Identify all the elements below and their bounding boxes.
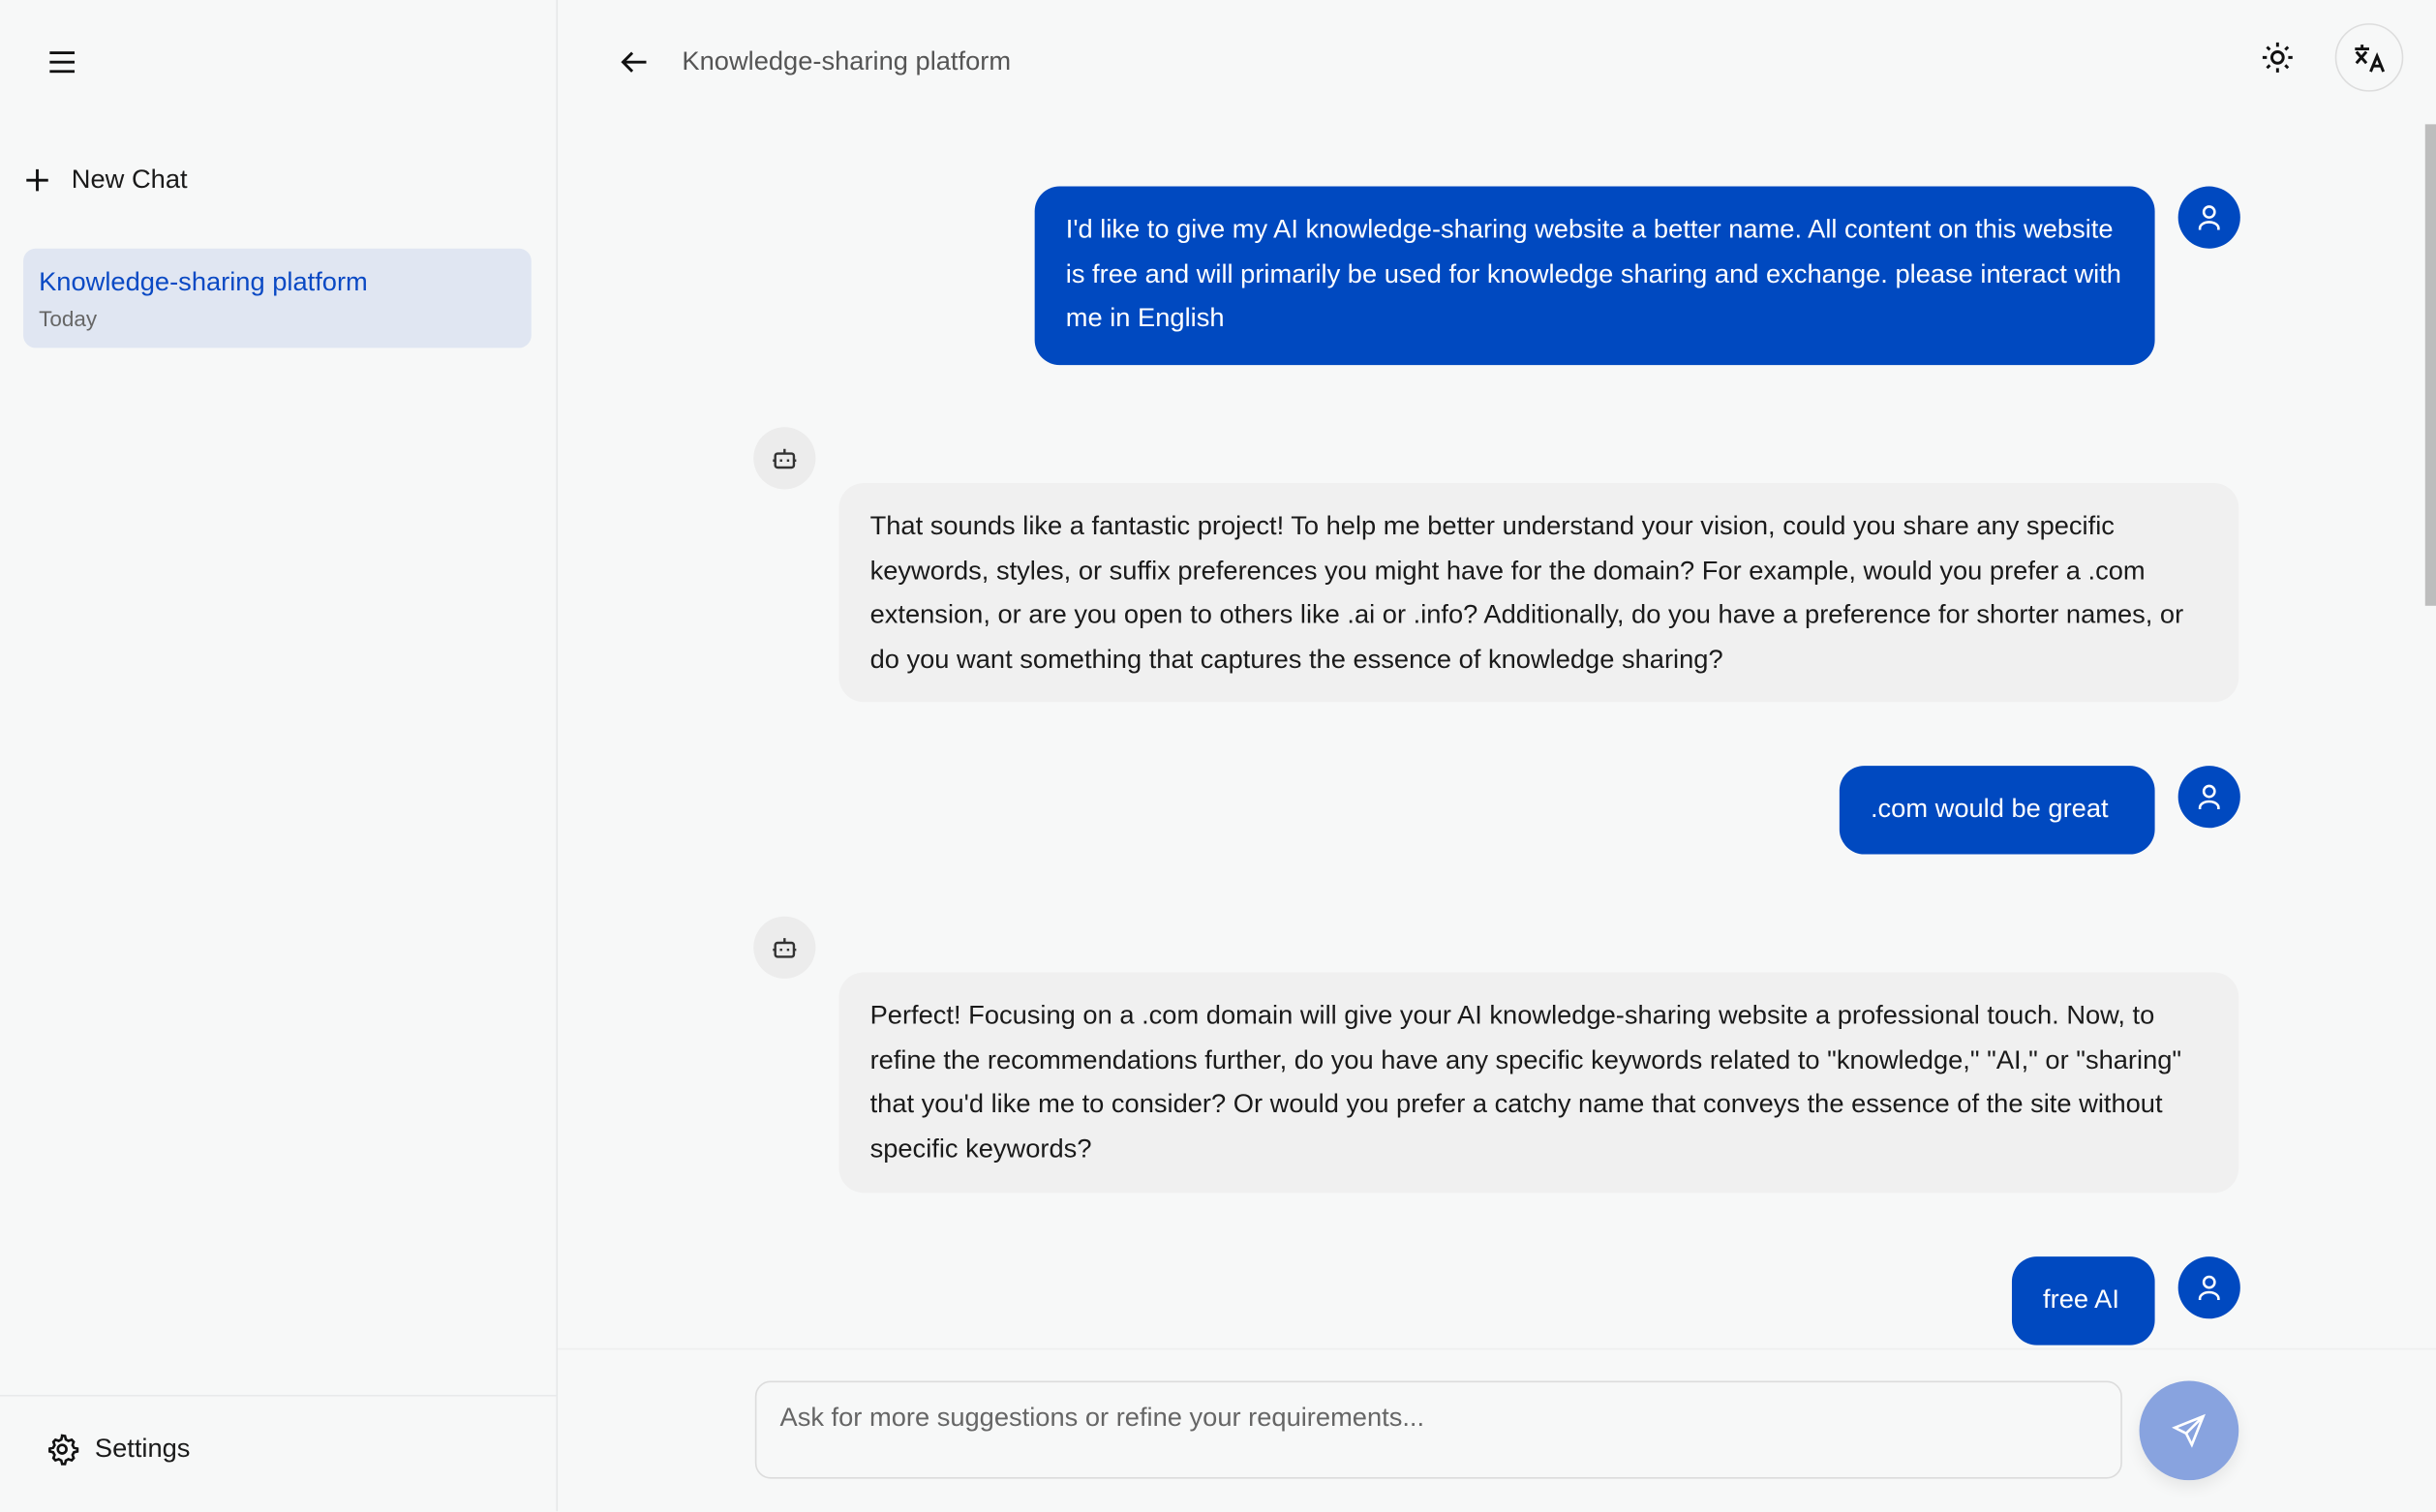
- assistant-message: Perfect! Focusing on a .com domain will give your AI knowledge-sharing website a professional touch. Now, to refine the recommendations further, do you have any specific keywords related to "knowledge," "AI," or "sharing" that you'd like me to consider? Or would you prefer a catchy name that conveys the essence of the site without specific keywords?: [838, 972, 2238, 1193]
- user-avatar-icon: [2178, 766, 2240, 828]
- send-button[interactable]: [2140, 1380, 2239, 1480]
- back-arrow-icon[interactable]: [615, 44, 653, 81]
- user-avatar-icon: [2178, 187, 2240, 249]
- bot-avatar-icon: [753, 917, 815, 979]
- new-chat-button[interactable]: [21, 165, 187, 196]
- sidebar: [0, 0, 558, 1511]
- divider: [0, 1395, 556, 1397]
- bot-avatar-icon: [753, 427, 815, 489]
- user-message: I'd like to give my AI knowledge-sharing website a better name. All content on this website is free and will primarily be used for knowledge sharing and exchange. please interact with me in English: [1035, 187, 2155, 366]
- page-title: Knowledge-sharing platform: [682, 46, 1012, 76]
- scrollbar[interactable]: [2425, 124, 2436, 605]
- new-chat-label: New Chat: [71, 165, 188, 195]
- translate-icon[interactable]: [2335, 23, 2404, 92]
- menu-icon[interactable]: [44, 44, 81, 81]
- conversation-title: Knowledge-sharing platform: [39, 266, 368, 297]
- divider: [558, 1348, 2436, 1350]
- settings-label: Settings: [94, 1434, 191, 1464]
- settings-button[interactable]: [46, 1432, 191, 1466]
- conversation-item[interactable]: [23, 249, 532, 348]
- assistant-message: That sounds like a fantastic project! To help me better understand your vision, could you share any specific keywords, styles, or suffix preferences you might have for the domain? For example, would you prefer a .com extension, or are you open to others like .ai or .info? Additionally, do you have a preference for shorter names, or do you want something that captures the essence of knowledge sharing?: [838, 483, 2238, 702]
- plus-icon: [21, 165, 52, 196]
- sun-icon[interactable]: [2256, 36, 2299, 79]
- message-input[interactable]: [755, 1380, 2122, 1478]
- user-message: .com would be great: [1840, 766, 2155, 854]
- gear-icon: [46, 1432, 79, 1466]
- conversation-date: Today: [39, 306, 98, 331]
- user-message: free AI: [2012, 1256, 2155, 1345]
- user-avatar-icon: [2178, 1256, 2240, 1318]
- send-icon: [2172, 1413, 2206, 1447]
